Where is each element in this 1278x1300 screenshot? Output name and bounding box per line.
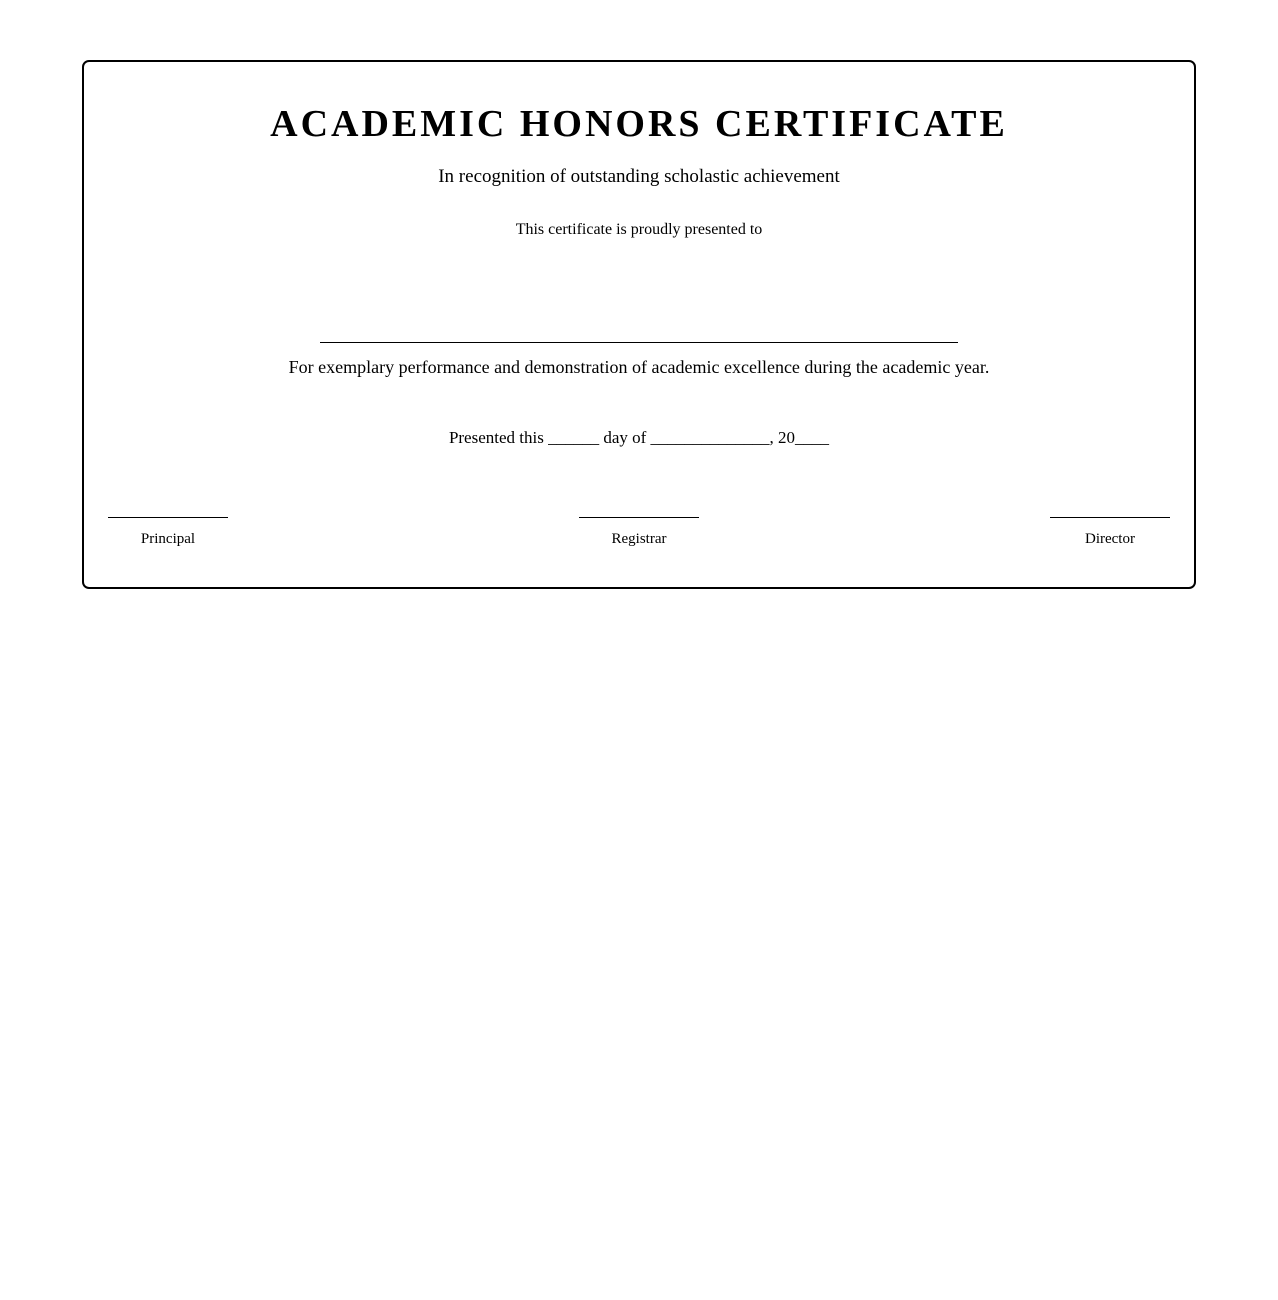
certificate-frame bbox=[82, 60, 1196, 589]
signature-label: Registrar bbox=[611, 531, 667, 547]
certificate-title: ACADEMIC HONORS CERTIFICATE bbox=[270, 103, 1008, 145]
recipient-name-line bbox=[320, 342, 958, 343]
signature-line bbox=[108, 517, 228, 518]
signature-line bbox=[1050, 517, 1170, 518]
award-reason: For exemplary performance and demonstration of academic excellence during the academic year. bbox=[288, 357, 990, 377]
certificate-subtitle: In recognition of outstanding scholastic achievement bbox=[438, 166, 840, 187]
signature-label: Director bbox=[1085, 531, 1135, 547]
signature-label: Principal bbox=[140, 531, 196, 547]
signature-line bbox=[579, 517, 699, 518]
signature-director bbox=[1050, 517, 1170, 548]
presented-to-text: This certificate is proudly presented to bbox=[515, 221, 763, 238]
date-line: Presented this ______ day of ______________, 20____ bbox=[448, 428, 830, 447]
signature-registrar bbox=[579, 517, 699, 548]
signature-principal bbox=[108, 517, 228, 548]
